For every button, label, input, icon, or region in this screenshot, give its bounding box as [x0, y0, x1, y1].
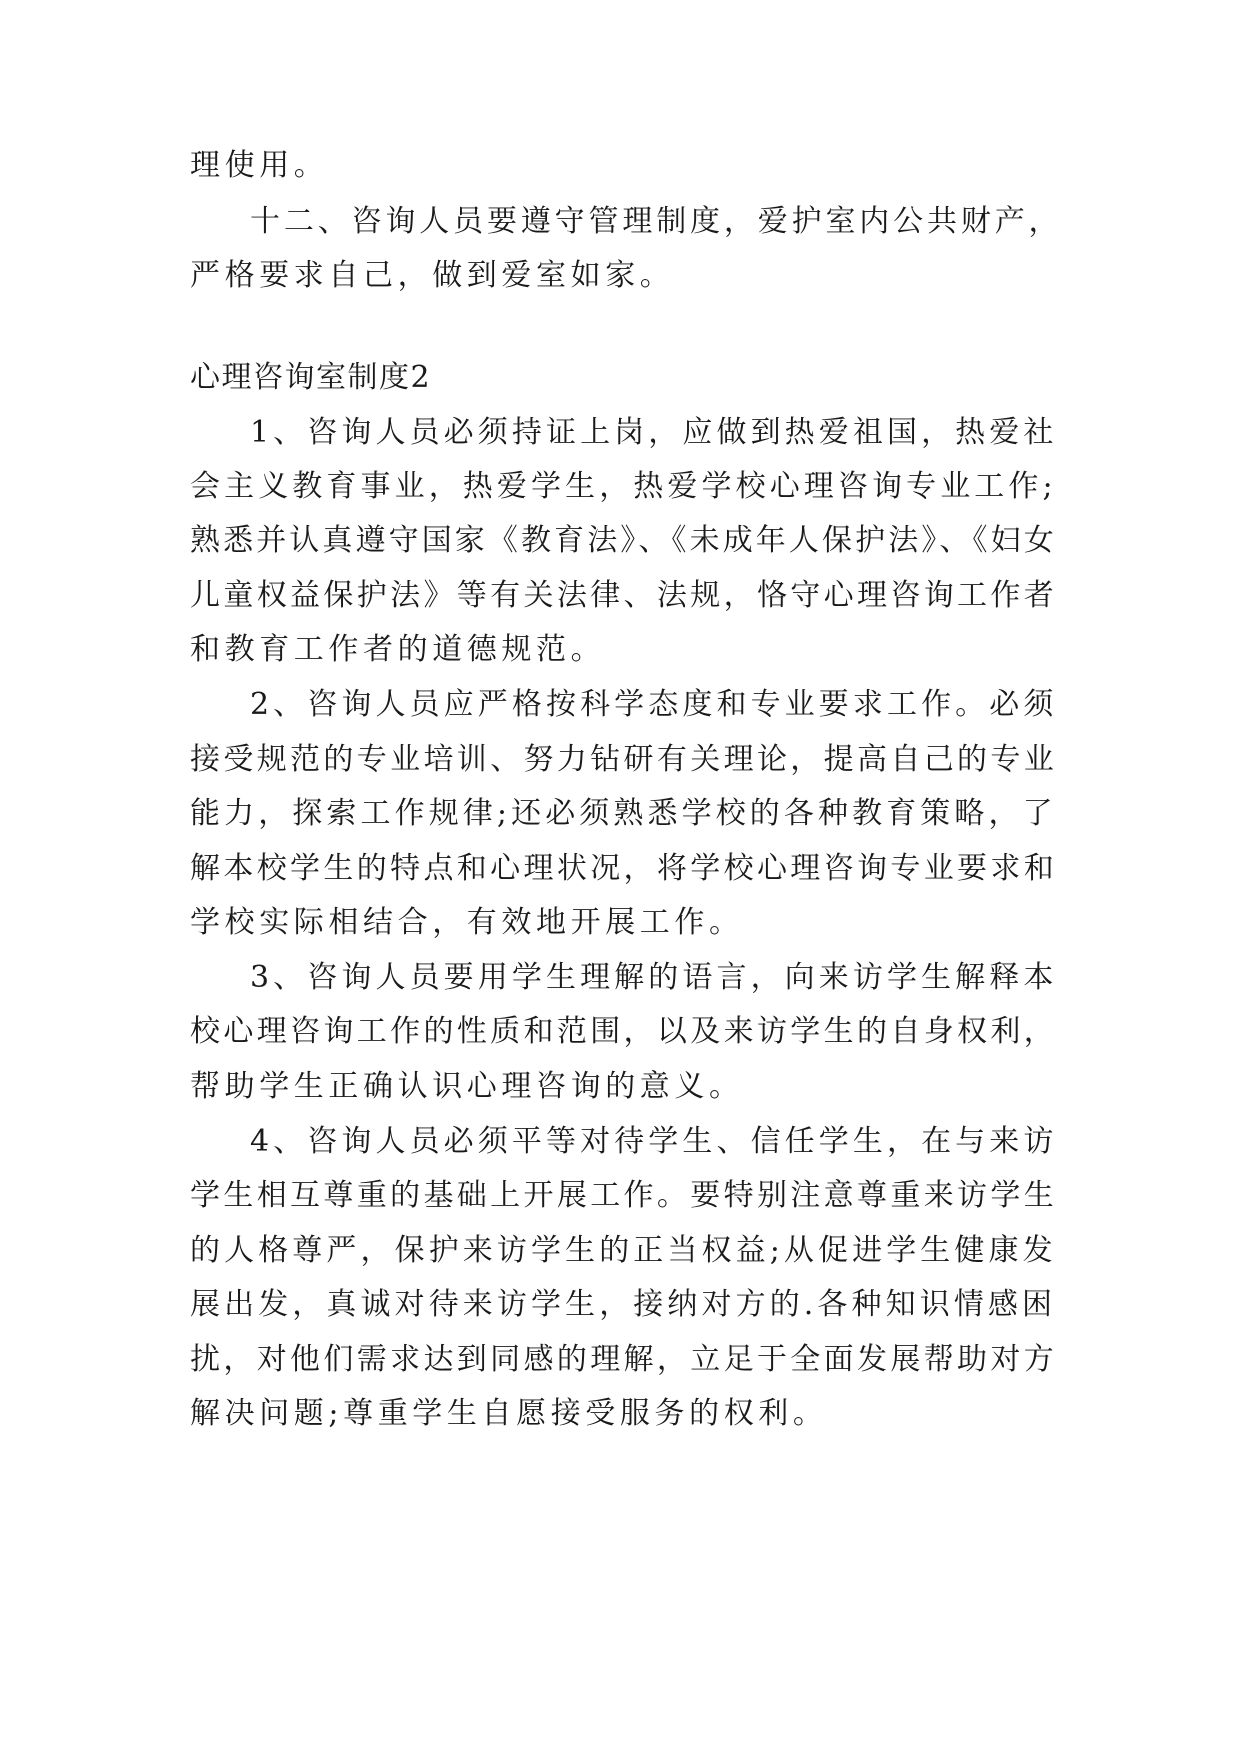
paragraph-line: 校心理咨询工作的性质和范围，以及来访学生的自身权利，: [190, 1014, 1058, 1049]
paragraph-line: 会主义教育事业，热爱学生，热爱学校心理咨询专业工作;: [190, 469, 1057, 504]
paragraph-line: 熟悉并认真遵守国家《教育法》、《未成年人保护法》、《妇女: [190, 523, 1057, 558]
paragraph-line: 帮助学生正确认识心理咨询的意义。: [190, 1069, 744, 1104]
paragraph-line: 和教育工作者的道德规范。: [190, 632, 606, 667]
section-heading: 心理咨询室制度2: [190, 360, 432, 395]
paragraph-line: 学生相互尊重的基础上开展工作。要特别注意尊重来访学生: [190, 1178, 1058, 1213]
paragraph-line: 扰，对他们需求达到同感的理解，立足于全面发展帮助对方: [190, 1342, 1058, 1377]
paragraph-line: 的人格尊严，保护来访学生的正当权益;从促进学生健康发: [190, 1233, 1057, 1268]
paragraph-line: 1、咨询人员必须持证上岗，应做到热爱祖国，热爱社: [250, 415, 1058, 450]
paragraph-line: 能力，探索工作规律;还必须熟悉学校的各种教育策略，了: [190, 796, 1057, 831]
paragraph-line: 严格要求自己，做到爱室如家。: [190, 258, 675, 293]
paragraph-line: 理使用。: [190, 148, 329, 183]
paragraph-line: 3、咨询人员要用学生理解的语言，向来访学生解释本: [250, 960, 1058, 995]
paragraph-line: 学校实际相结合，有效地开展工作。: [190, 905, 744, 940]
paragraph-line: 2、咨询人员应严格按科学态度和专业要求工作。必须: [250, 687, 1058, 722]
paragraph-line: 解决问题;尊重学生自愿接受服务的权利。: [190, 1396, 828, 1431]
paragraph-line: 儿童权益保护法》等有关法律、法规，恪守心理咨询工作者: [190, 578, 1058, 613]
paragraph-line: 展出发，真诚对待来访学生，接纳对方的.各种知识情感困: [190, 1287, 1057, 1322]
paragraph-line: 十二、咨询人员要遵守管理制度，爱护室内公共财产，: [250, 204, 1063, 239]
paragraph-line: 接受规范的专业培训、努力钻研有关理论，提高自己的专业: [190, 742, 1058, 777]
paragraph-line: 4、咨询人员必须平等对待学生、信任学生，在与来访: [250, 1124, 1058, 1159]
paragraph-line: 解本校学生的特点和心理状况，将学校心理咨询专业要求和: [190, 851, 1058, 886]
